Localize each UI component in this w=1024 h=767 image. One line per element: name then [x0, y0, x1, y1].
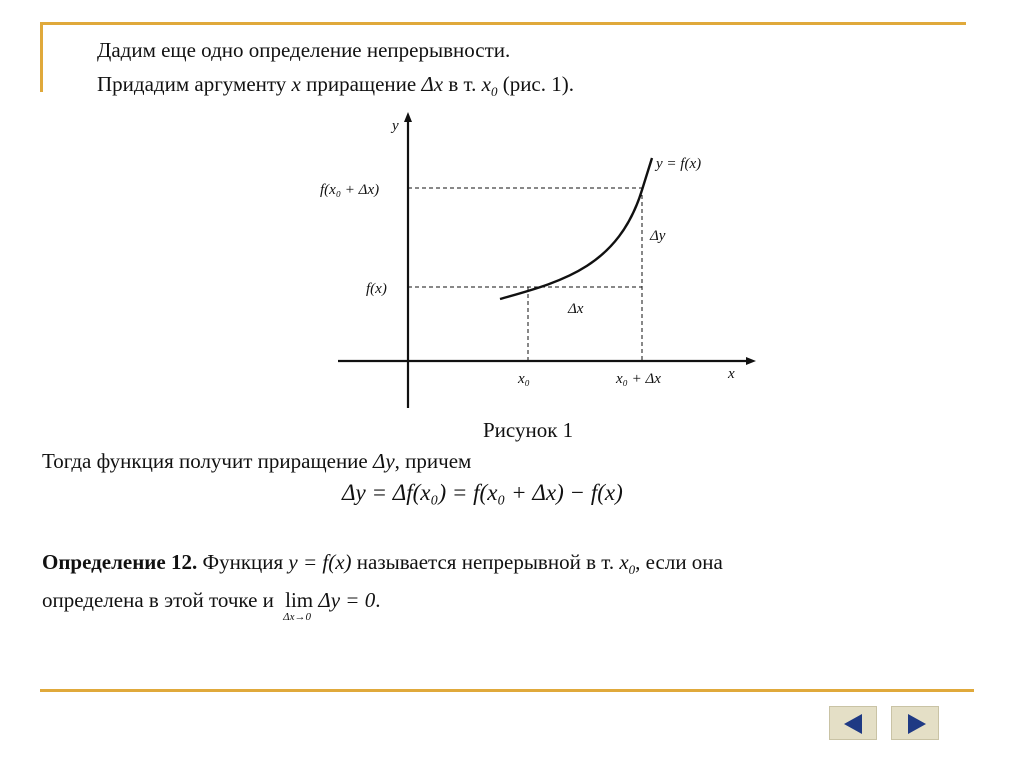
intro-text: Дадим еще одно определение непрерывности.	[97, 38, 511, 62]
definition-function: y = f(x)	[288, 550, 352, 574]
var-delta-x: Δx	[421, 72, 444, 96]
figure-caption	[483, 418, 573, 443]
then-line	[42, 449, 471, 474]
bottom-divider	[40, 689, 974, 692]
intro-text-c: в т.	[448, 72, 477, 96]
lim-subscript: Δx→0	[283, 611, 311, 623]
definition-text-b: называется непрерывной в т.	[356, 550, 615, 574]
x-axis-arrow-icon	[746, 357, 756, 365]
intro-text-a: Придадим аргументу	[97, 72, 287, 96]
top-divider	[40, 22, 966, 25]
limit-expression	[283, 588, 314, 623]
definition-text-line2: определена в этой точке и	[42, 588, 274, 612]
x-axis-label: x	[728, 366, 735, 382]
increment-formula: Δy = Δf(x₀) = f(x₀ + Δx) − f(x)	[342, 480, 623, 505]
function-curve	[500, 158, 652, 299]
y-axis-arrow-icon	[404, 112, 412, 122]
definition-text-c: , если она	[635, 550, 723, 574]
tick-label-x0-dx: x₀ + Δx	[616, 371, 661, 387]
intro-line-1	[97, 38, 510, 63]
label-delta-x: Δx	[568, 301, 584, 317]
next-slide-button[interactable]	[891, 706, 939, 740]
then-text-b: , причем	[394, 449, 472, 473]
var-delta-y: Δy	[373, 449, 395, 473]
intro-text-b: приращение	[306, 72, 417, 96]
lim-word: lim	[285, 588, 314, 612]
tick-label-x0: x₀	[518, 371, 530, 387]
definition-end: .	[375, 588, 381, 612]
caption-text: Рисунок 1	[483, 418, 574, 442]
prev-slide-button[interactable]	[829, 706, 877, 740]
definition-text-a: Функция	[202, 550, 284, 574]
limit-value: Δy = 0	[318, 588, 376, 612]
left-divider	[40, 22, 43, 92]
label-delta-y: Δy	[650, 228, 666, 244]
var-x: x	[291, 72, 301, 96]
var-x0: $x_0$	[481, 72, 498, 100]
triangle-left-icon	[844, 714, 862, 734]
definition-label: Определение 12.	[42, 550, 198, 574]
curve-label: y = f(x)	[656, 156, 702, 172]
definition-line-2	[42, 588, 381, 623]
label-f-x: f(x)	[366, 281, 387, 297]
label-f-x0-dx: f(x₀ + Δx)	[320, 182, 380, 198]
then-text-a: Тогда функция получит приращение	[42, 449, 368, 473]
continuity-figure	[300, 108, 760, 413]
triangle-right-icon	[908, 714, 926, 734]
intro-text-d: (рис. 1).	[502, 72, 574, 96]
definition-x0: $x_0$	[619, 550, 636, 578]
intro-line-2	[97, 72, 574, 100]
y-axis-label: y	[392, 118, 399, 134]
definition-line-1	[42, 550, 723, 578]
